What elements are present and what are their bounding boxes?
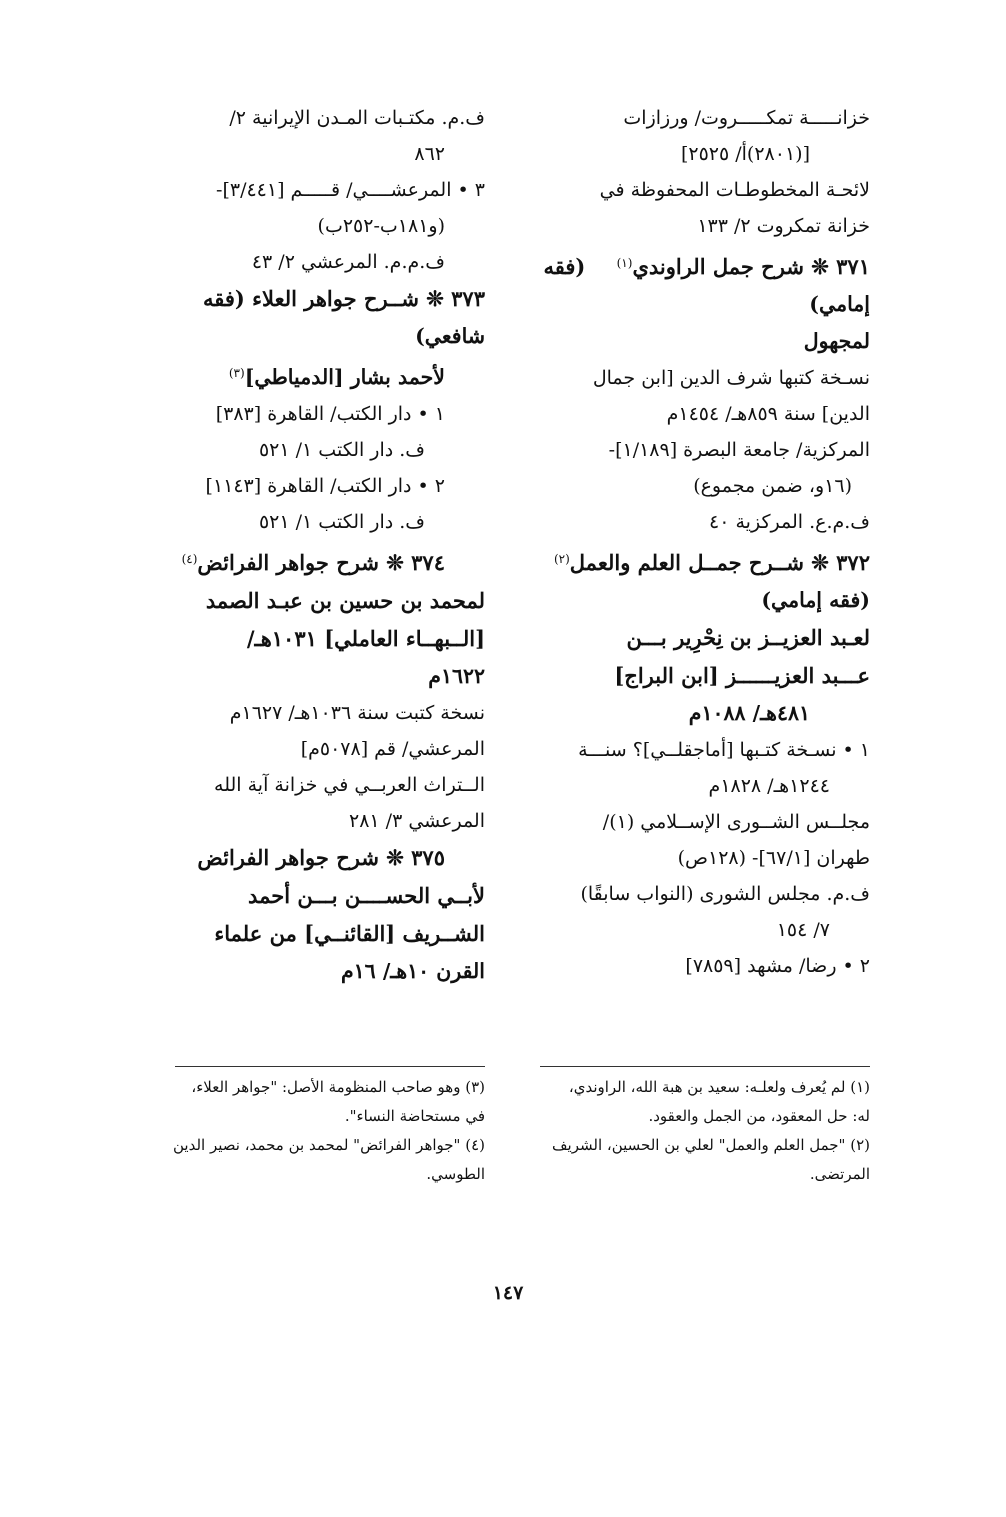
entry-author: لمحمد بن حسين بن عبـد الصمد	[205, 588, 485, 613]
page-number: ١٤٧	[492, 1282, 524, 1304]
text-line: مجلــس الشــورى الإســلامي (١)/	[602, 811, 870, 833]
entry-date: ٤٨١هـ/ ١٠٨٨م	[688, 701, 810, 725]
entry-heading-373: ٣٧٣ ❊ شــرح جواهر العلاء (فقه	[203, 286, 485, 311]
entry-author-name: لأحمد بشار [الدمياطي]	[244, 365, 445, 389]
entry-category: إمامي)	[809, 292, 870, 316]
entry-author: الشــريف [القائنــي] من علماء	[214, 921, 485, 946]
text-line: (و١٨١ب-٢٥٢ب)	[317, 215, 445, 237]
entry-title: ٣٧١ ❊ شرح جمل الراوندي	[632, 254, 870, 279]
footnote: (٤) "جواهر الفرائض" لمحمد بن محمد، نصير الدين	[172, 1136, 485, 1154]
left-column	[140, 100, 485, 990]
text-line: ف.م.ع. المركزية ٤٠	[709, 511, 870, 533]
text-line: [(٢٨٠١)أ/ ٢٥٢٥]	[680, 143, 810, 165]
text-line: الدين] سنة ٨٥٩هـ/ ١٤٥٤م	[666, 403, 870, 425]
text-line: ١ • دار الكتب/ القاهرة [٣٨٣]	[215, 403, 445, 425]
right-column	[525, 100, 870, 984]
text-line: الــتراث العربــي في خزانة آية الله	[214, 774, 485, 796]
entry-author: عـــبد العزيــــــز [ابن البراج]	[614, 663, 870, 688]
text-line: المرعشي/ قم [٥٠٧٨م]	[300, 738, 485, 760]
footnote: المرتضى.	[809, 1165, 870, 1183]
footnote: (١) لم يُعرف ولعلـه: سعيد بن هبة الله، الراوندي،	[568, 1078, 870, 1096]
entry-category: (فقه إمامي)	[761, 588, 870, 612]
entry-title: ٣٧٤ ❊ شرح جواهر الفرائض	[197, 550, 445, 575]
text-line: ٨٦٢	[414, 143, 445, 165]
text-line: ٢ • دار الكتب/ القاهرة [١١٤٣]	[205, 475, 445, 497]
entry-author	[140, 355, 485, 396]
footnote: (٣) وهو صاحب المنظومة الأصل: "جواهر العلاء،	[191, 1078, 485, 1096]
text-line: ف. دار الكتب ١/ ٥٢١	[258, 439, 425, 461]
text-line: ١ • نسـخة كتـبها [أماجقلــي]؟ سنـــة	[578, 739, 870, 761]
entry-heading-372	[525, 540, 870, 582]
text-line: لائحـة المخطوطـات المحفوظة في	[599, 179, 870, 201]
footnote: الطوسي.	[426, 1165, 485, 1183]
entry-author: لمجهول	[803, 329, 870, 353]
entry-author: [الــبهــاء العاملي] ١٠٣١هـ/	[246, 626, 485, 651]
footnote-ref: (٤)	[181, 552, 198, 566]
text-line: ف.م. مجلس الشورى (النواب سابقًا)	[580, 883, 870, 905]
text-line: ف.م.م. المرعشي ٢/ ٤٣	[251, 251, 445, 273]
entry-heading-371	[525, 244, 870, 286]
footnote: في مستحاضة النساء".	[344, 1107, 485, 1125]
footnote-ref: (١)	[616, 256, 633, 270]
footnote: له: حل المعقود، من الجمل والعقود.	[648, 1107, 870, 1125]
text-line: نسـخة كتبها شرف الدين [ابن جمال	[592, 367, 870, 389]
text-line: المرعشي ٣/ ٢٨١	[349, 810, 485, 832]
text-line: ٣ • المرعشــــي/ قـــــم [٣/٤٤١]-	[216, 179, 485, 201]
entry-tag: (فقه	[543, 254, 586, 279]
text-line: ٧/ ١٥٤	[776, 919, 830, 941]
entry-date: ١٦٢٢م	[428, 664, 485, 688]
text-line: ١٢٤٤هـ/ ١٨٢٨م	[708, 775, 830, 797]
entry-category: شافعي)	[415, 324, 485, 348]
footnote-ref: (٢)	[553, 552, 570, 566]
entry-date: القرن ١٠هـ/ ١٦م	[340, 959, 485, 983]
footnote-divider	[540, 1066, 870, 1067]
text-line: خزانة تمكروت ٢/ ١٣٣	[697, 215, 870, 237]
text-line: طهران [٦٧/١]- (١٢٨ص)	[677, 847, 870, 869]
text-line: خزانـــــة تمكـــــروت/ ورزازات	[623, 107, 870, 129]
footnote-ref: (٣)	[228, 366, 245, 380]
entry-title: ٣٧٢ ❊ شــرح جمــل العلم والعمل	[569, 550, 870, 575]
text-line: ٢ • رضا/ مشهد [٧٨٥٩]	[685, 955, 870, 977]
entry-heading-375: ٣٧٥ ❊ شرح جواهر الفرائض	[197, 845, 445, 870]
entry-heading-374	[140, 540, 485, 582]
entry-author: لأبــي الحســــن بـــن أحمد	[248, 883, 485, 908]
footnotes-left	[140, 1073, 485, 1189]
text-line: ف. دار الكتب ١/ ٥٢١	[258, 511, 425, 533]
text-line: المركزية/ جامعة البصرة [١/١٨٩]-	[608, 439, 870, 461]
entry-author: لعـبد العزيــز بن نِحْرِير بـــن	[626, 625, 870, 650]
footnote: (٢) "جمل العلم والعمل" لعلي بن الحسين، الشريف	[552, 1136, 870, 1154]
text-line: (١٦و، ضمن مجموع)	[693, 475, 852, 497]
text-line: نسخة كتبت سنة ١٠٣٦هـ/ ١٦٢٧م	[229, 702, 485, 724]
footnote-divider	[175, 1066, 485, 1067]
footnotes-right	[525, 1073, 870, 1189]
text-line: ف.م. مكتـبات المـدن الإيرانية ٢/	[229, 107, 485, 129]
